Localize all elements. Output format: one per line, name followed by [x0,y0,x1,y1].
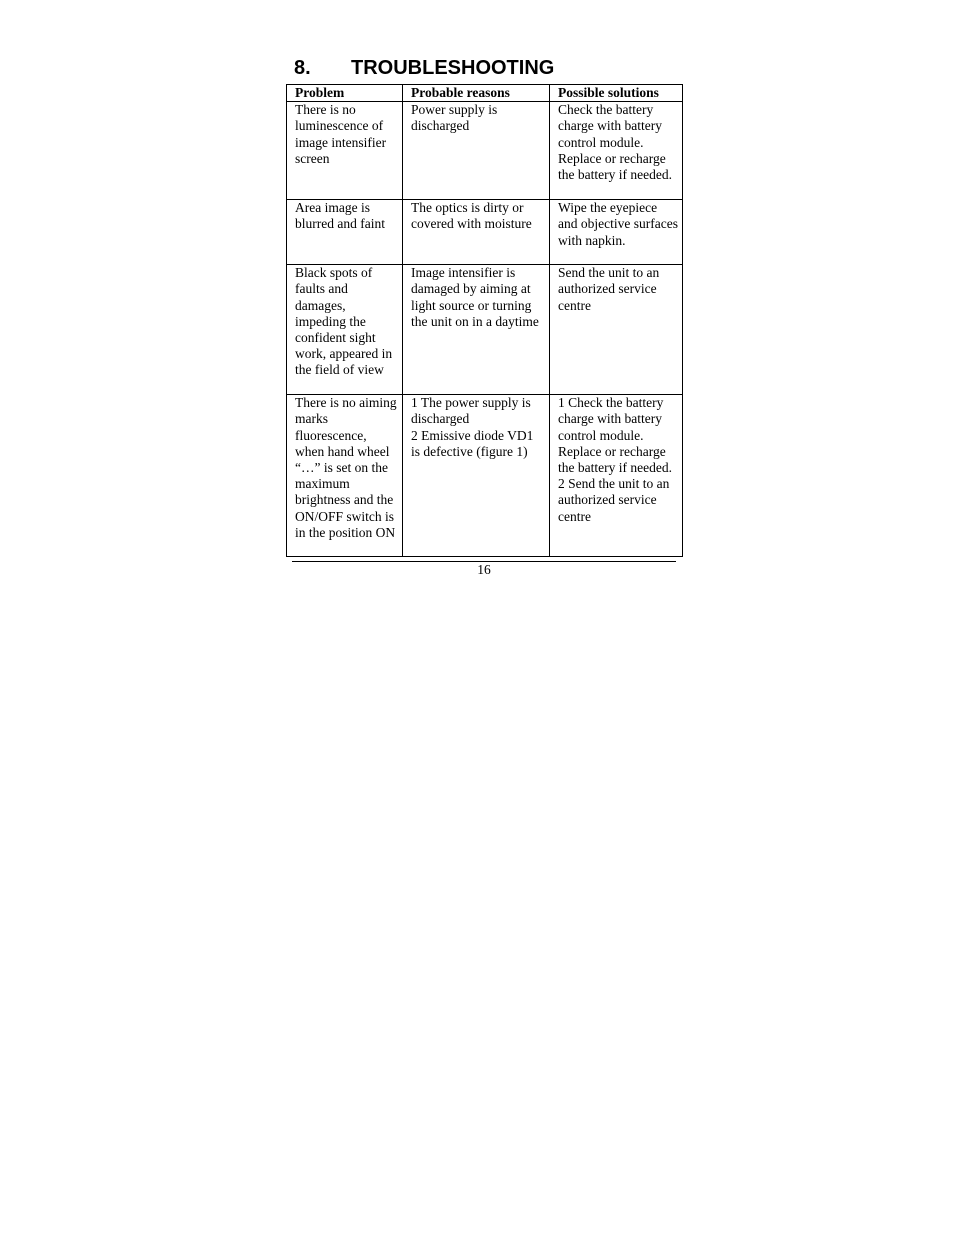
reason-line: The optics is dirty or covered with moisture [411,200,532,232]
cell-problem: There is no aiming marks fluorescence, when hand wheel “…” is set on the maximum brightness and the ON/OFF switch is in the position ON [287,395,403,557]
cell-reasons [403,200,550,265]
cell-problem: There is no luminescence of image intensifier screen [287,102,403,200]
cell-solutions [550,265,683,395]
table-row [287,265,683,395]
troubleshooting-table [286,84,683,557]
header-possible-solutions: Possible solutions [550,85,683,102]
cell-reasons [403,102,550,200]
cell-reasons [403,395,550,557]
solution-line: Wipe the eyepiece and objective surfaces with napkin. [558,200,678,248]
reason-line: Power supply is discharged [411,102,498,134]
solution-line: Check the battery charge with battery control module. Replace or recharge the battery if needed. [558,102,672,183]
cell-solutions [550,395,683,557]
section-number: 8. [294,57,311,79]
cell-solutions [550,102,683,200]
reason-line: Image intensifier is damaged by aiming at light source or turning the unit on in a daytime [411,265,539,329]
reason-line: 2 Emissive diode VD1 is defective (figure 1) [411,427,534,459]
solution-line: 1 Check the battery charge with battery control module. Replace or recharge the battery if needed. [558,395,672,476]
cell-solutions [550,200,683,265]
solution-line: Send the unit to an authorized service centre [558,265,660,313]
section-heading [294,56,554,80]
cell-problem: Black spots of faults and damages, impeding the confident sight work, appeared in the field of view [287,265,403,395]
solution-line: 2 Send the unit to an authorized service centre [558,476,670,524]
table-header-row [287,85,683,102]
header-probable-reasons: Probable reasons [403,85,550,102]
reason-line: 1 The power supply is discharged [411,395,531,427]
table-row [287,102,683,200]
section-title: TROUBLESHOOTING [351,57,555,79]
cell-problem: Area image is blurred and faint [287,200,403,265]
header-problem: Problem [287,85,403,102]
cell-reasons [403,265,550,395]
page-number: 16 [477,562,491,577]
table-row [287,200,683,265]
table-row [287,395,683,557]
